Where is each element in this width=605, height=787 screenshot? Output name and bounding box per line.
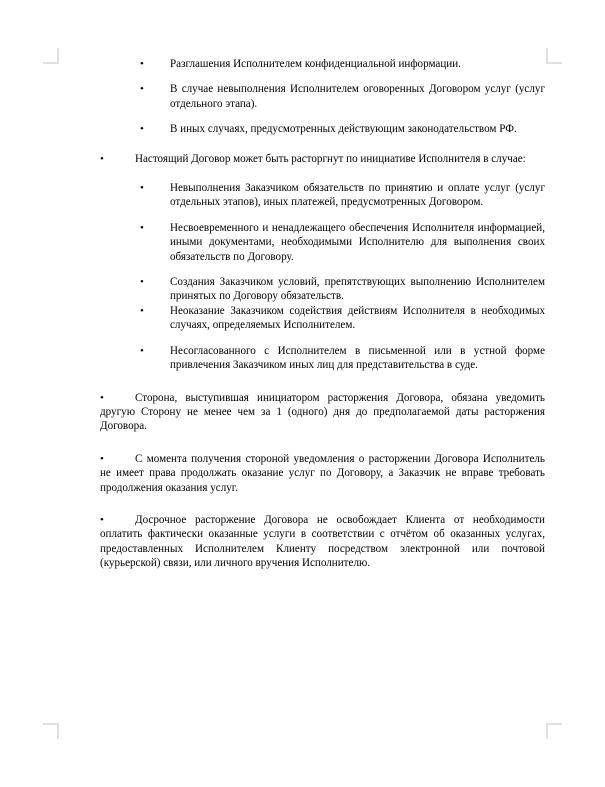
bullet-icon: • <box>140 123 144 136</box>
list-item <box>100 513 545 571</box>
list-item <box>140 181 545 210</box>
spacer <box>0 137 605 152</box>
list-item-text: Несогласованного с Исполнителем в письменной или в устной форме привлечения Заказчиком иных лиц для представительства в суде. <box>170 344 545 372</box>
list-item-text: Создания Заказчиком условий, препятствующих выполнению Исполнителем принятых по Договору обязательств. <box>170 276 545 303</box>
spacer <box>0 210 605 221</box>
list-item-text: Разглашения Исполнителем конфиденциальной информации. <box>170 58 461 70</box>
list-item <box>140 221 545 264</box>
spacer <box>0 71 605 82</box>
list-item-text: Неоказание Заказчиком содействия действиям Исполнителя в необходимых случаях, определяемых Исполнителем. <box>170 304 545 332</box>
list-item <box>100 452 545 495</box>
list-item <box>140 82 545 111</box>
crop-mark-bottom-right-icon <box>546 723 562 739</box>
bullet-icon: • <box>140 276 144 289</box>
spacer <box>0 264 605 275</box>
list-item <box>140 57 545 71</box>
list-item-text: Настоящий Договор может быть расторгнут по инициативе Исполнителя в случае: <box>135 152 526 165</box>
bullet-icon: • <box>140 58 144 70</box>
list-item-text: Сторона, выступившая инициатором расторжения Договора, обязана уведомить другую Сторону не менее чем за 1 (одного) дня до предполагаемой даты расторжения Договора. <box>100 391 545 433</box>
spacer <box>0 333 605 344</box>
bullet-icon: • <box>100 391 104 404</box>
list-item-text: В иных случаях, предусмотренных действующим законодательством РФ. <box>170 123 517 136</box>
list-item <box>140 344 545 373</box>
list-item <box>140 275 545 304</box>
bullet-icon: • <box>100 152 104 165</box>
bullet-icon: • <box>100 513 104 526</box>
document-body <box>0 57 605 571</box>
bullet-icon: • <box>140 304 144 317</box>
bullet-icon: • <box>100 452 104 465</box>
bullet-icon: • <box>140 182 144 195</box>
spacer <box>0 373 605 391</box>
list-item-text: В случае невыполнения Исполнителем оговоренных Договором услуг (услуг отдельного этапа). <box>170 83 545 110</box>
spacer <box>0 166 605 181</box>
list-item-text: С момента получения стороной уведомления о расторжении Договора Исполнитель не имеет права продолжать оказание услуг по Договору, а Заказчик не вправе требовать продолжения оказания услуг. <box>100 452 545 494</box>
spacer <box>0 495 605 513</box>
crop-mark-bottom-left-icon <box>43 723 59 739</box>
list-item-text: Невыполнения Заказчиком обязательств по принятию и оплате услуг (услуг отдельных этапов), иных платежей, предусмотренных Договором. <box>170 182 545 209</box>
bullet-icon: • <box>140 344 144 357</box>
spacer <box>0 111 605 122</box>
bullet-icon: • <box>140 83 144 96</box>
list-item <box>100 391 545 434</box>
list-item-text: Несвоевременного и ненадлежащего обеспечения Исполнителя информацией, иными документами, необходимыми Исполнителю для выполнения своих обязательств по Договору. <box>170 221 545 263</box>
list-item <box>140 122 545 136</box>
bullet-icon: • <box>140 221 144 234</box>
spacer <box>0 434 605 452</box>
list-item-text: Досрочное расторжение Договора не освобождает Клиента от необходимости оплатить фактически оказанные услуги в соответствии с отчётом об оказанных услугах, предоставленных Исполнителем Клиенту посредством электронной или почтовой (курьерской) связи, или личного вручения Исполнителю. <box>100 513 545 570</box>
list-item <box>140 304 545 333</box>
list-item <box>100 152 545 166</box>
